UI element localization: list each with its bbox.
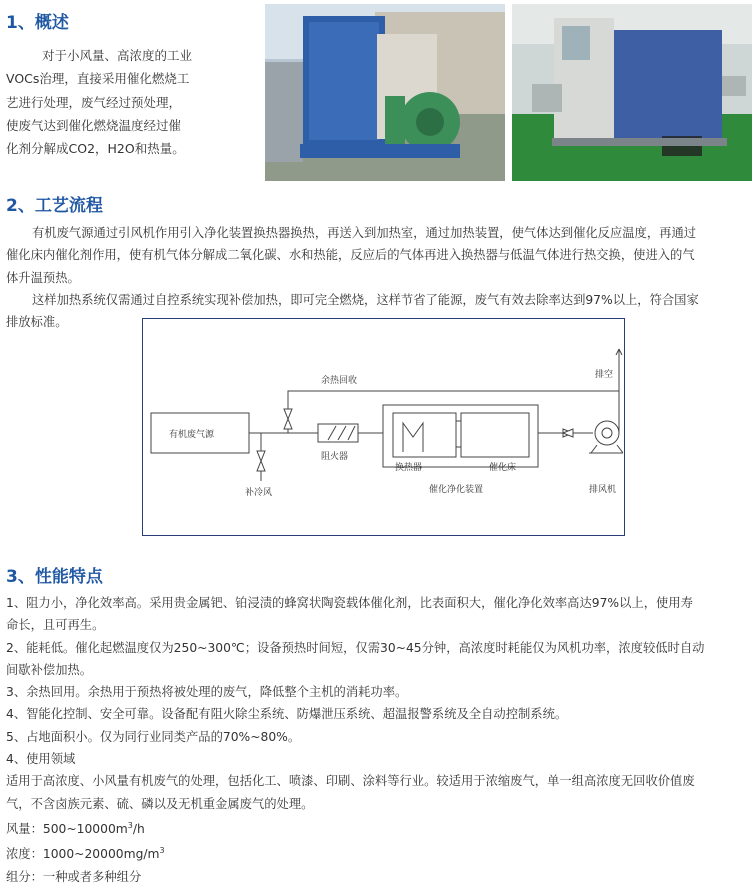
feature-line: 5、占地面积小。仅为同行业同类产品的70%~80%。: [6, 729, 301, 744]
equipment-photo-right: [512, 4, 752, 181]
fan-icon: [595, 421, 619, 445]
features-heading: 3、性能特点: [6, 567, 103, 587]
overview-line: 对于小风量、高浓度的工业: [42, 48, 193, 63]
feature-line: 适用于高浓度、小风量有机废气的处理，包括化工、喷漆、印刷、涂料等行业。较适用于浓缩废气，单一组高浓度无回收价值废: [6, 774, 695, 789]
cold-air-label: 补冷风: [245, 488, 273, 498]
airflow-spec: [6, 815, 751, 840]
airflow-text: 风量：500~10000m: [6, 822, 128, 837]
catalytic-bed-box: [461, 413, 529, 457]
airflow-unit: /h: [132, 822, 145, 837]
catalytic-bed-label: 催化床: [489, 463, 517, 473]
process-flow-diagram: [142, 318, 625, 536]
exhaust-label: 排空: [595, 370, 614, 380]
device-label: 催化净化装置: [429, 485, 484, 495]
exchanger-box: [393, 413, 456, 457]
features-text: [6, 592, 751, 888]
feature-line: 2、能耗低。催化起燃温度仅为250~300℃；设备预热时间短，仅需30~45分钟，高浓度时耗能仅为风机功率，浓度较低时自动: [6, 640, 705, 655]
concentration-text: 浓度：1000~20000mg/m: [6, 847, 160, 862]
flame-arrester-label: 阻火器: [321, 452, 349, 462]
feature-line: 3、余热回用。余热用于预热将被处理的废气，降低整个主机的消耗功率。: [6, 685, 408, 700]
overview-heading: 1、概述: [6, 13, 69, 33]
exchanger-label: 换热器: [395, 463, 423, 473]
process-line: 催化床内催化剂作用，使有机气体分解成二氧化碳、水和热能，反应后的气体再进入换热器与低温气体进行热交换，使进入的气: [6, 248, 695, 263]
overview-line: VOCs治理，直接采用催化燃烧工: [6, 71, 190, 87]
overview-line: 使废气达到催化燃烧温度经过催: [6, 117, 182, 133]
feature-line: 1、阻力小，净化效率高。采用贵金属钯、铂浸渍的蜂窝状陶瓷载体催化剂，比表面积大，催化净化效率高达97%以上，使用寿: [6, 596, 693, 610]
airflow-sup: 3: [127, 820, 133, 830]
source-label: 有机废气源: [169, 430, 215, 440]
feature-line: 4、智能化控制、安全可靠。设备配有阻火除尘系统、防爆泄压系统、超温报警系统及全自动控制系统。: [6, 707, 568, 722]
concentration-spec: [6, 840, 751, 865]
process-line: 体升温预热。: [6, 270, 80, 285]
process-heading: 2、工艺流程: [6, 196, 103, 216]
process-text: [6, 222, 751, 333]
feature-line: 命长，且可再生。: [6, 618, 105, 633]
process-line: 这样加热系统仅需通过自控系统实现补偿加热，即可完全燃烧，这样节省了能源，废气有效去除率达到97%以上，符合国家: [32, 292, 699, 307]
heat-recovery-label: 余热回收: [321, 376, 358, 386]
process-line: 排放标准。: [6, 315, 68, 330]
process-line: 有机废气源通过引风机作用引入净化装置换热器换热，再送入到加热室，通过加热装置，使气体达到催化反应温度，再通过: [32, 226, 697, 240]
equipment-photo-left: [265, 4, 505, 181]
overview-line: 化剂分解成CO2，H2O和热量。: [6, 141, 185, 157]
overview-text: [6, 44, 256, 160]
fan-label: 排风机: [589, 485, 617, 495]
feature-line: 间歇补偿加热。: [6, 662, 93, 677]
group-spec: 组分：一种或者多种组分: [6, 869, 142, 884]
concentration-sup: 3: [159, 846, 165, 856]
feature-line: 4、使用领域: [6, 752, 76, 767]
overview-line: 艺进行处理，废气经过预处理，: [6, 94, 182, 110]
feature-line: 气，不含卤族元素、硫、磷以及无机重金属废气的处理。: [6, 796, 314, 811]
